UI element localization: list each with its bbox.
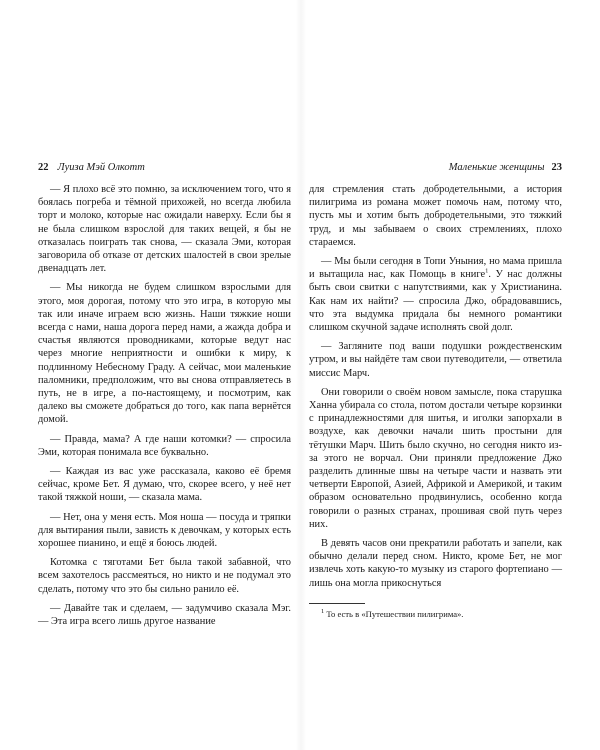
paragraph: Они говорили о своём новом замысле, пока старушка Ханна убирала со стола, потом достали четыре корзинки с принадлежностями для шитья, и иголки запорхали в воздухе, как девочки начали шить простыни для тётушки Марч. Шить было скучно, но сегодня никто из-за этого не ворчал. Они приняли предложение Джо разделить длинные швы на четыре части и назвать эти четверти Европой, Азией, Африкой и Америкой, и таким образом основательно продвинулись, особенно когда говорили о разных странах, прошивая свой путь через них. bbox=[309, 386, 562, 530]
paragraph: — Давайте так и сделаем, — задумчиво сказала Мэг. — Эта игра всего лишь другое название bbox=[38, 602, 291, 628]
paragraph: — Я плохо всё это помню, за исключением того, что я боялась погреба и тёмной прихожей, но всегда любила торт и молоко, которые нас ожидали наверху. Если бы я не была слишком взрослой для таких вещей, я бы не отказалась поиграть так снова, — сказала Эми, которая заговорила об отказе от детских шалостей в свои зрелые двенадцать лет. bbox=[38, 184, 291, 275]
right-page bbox=[309, 160, 562, 620]
left-page bbox=[38, 160, 291, 628]
left-page-text bbox=[38, 183, 291, 628]
left-running-title: Луиза Мэй Олкотт bbox=[57, 162, 145, 173]
right-page-number: 23 bbox=[551, 162, 562, 173]
paragraph: — Нет, она у меня есть. Моя ноша — посуда и тряпки для вытирания пыли, зависть к девочкам, у которых есть хорошее пианино, и ещё я боюсь людей. bbox=[38, 511, 291, 550]
footnote bbox=[309, 609, 562, 620]
paragraph: — Правда, мама? А где наши котомки? — спросила Эми, которая понимала все буквально. bbox=[38, 433, 291, 458]
paragraph bbox=[309, 255, 562, 334]
paragraph: Котомка с тяготами Бет была такой забавной, что всем захотелось рассмеяться, но никто и не подумал это сделать, потому что это бы сильно ранило её. bbox=[38, 557, 291, 595]
footnote-divider bbox=[309, 603, 365, 604]
right-running-head bbox=[309, 160, 562, 176]
paragraph-part: — Мы были сегодня в Топи Уныния, но мама пришла и вытащила нас, как Помощь в книге bbox=[309, 256, 562, 281]
paragraph: В девять часов они прекратили работать и запели, как обычно делали перед сном. Никто, кроме Бет, не мог извлечь хоть какую-то музыку из старого фортепиано — лишь она могла прикоснуться bbox=[309, 538, 562, 589]
paragraph: — Мы никогда не будем слишком взрослыми для этого, моя дорогая, потому что это игра, в которую мы так или иначе играем всю жизнь. Наши тяжкие ноши всегда с нами, наша дорога перед нами, а жажда добра и счастья являются проводниками, которые ведут нас через многие неприятности и ошибки к миру, к подлинному Небесному Граду. А сейчас, мои маленькие паломники, предположим, что вы снова отправляетесь в путь, не в игре, а по-настоящему, и посмотрим, как далеко вы сможете добраться до того, как папа вернётся домой. bbox=[38, 282, 291, 426]
footnote-marker: 1 bbox=[321, 608, 325, 616]
footnote-text: То есть в «Путешествии пилигрима». bbox=[324, 608, 464, 619]
book-gutter bbox=[296, 0, 306, 750]
left-running-head bbox=[38, 160, 291, 176]
footnote-reference: 1 bbox=[485, 267, 489, 275]
paragraph-part: . У нас должны быть свои свитки с напутствиями, как у Христианина. Как нам их найти? — спросила Джо, обрадовавшись, что эта выдумка придала бы немного романтики слишком скучной задаче исполнять свой долг. bbox=[309, 269, 562, 334]
paragraph: для стремления стать добродетельными, а история пилигрима из романа может помочь нам, потому что, пусть мы и хотим быть добродетельными, это тяжкий труд, и мы забываем о своих стремлениях, плохо стараемся. bbox=[309, 184, 562, 248]
left-page-number: 22 bbox=[38, 162, 49, 173]
right-page-text bbox=[309, 183, 562, 590]
right-running-title: Маленькие женщины bbox=[448, 162, 545, 173]
paragraph: — Каждая из вас уже рассказала, каково её бремя сейчас, кроме Бет. Я думаю, что, скорее всего, у неё нет такой тяжкой ноши, — сказала мама. bbox=[38, 466, 291, 504]
paragraph: — Загляните под ваши подушки рождественским утром, и вы найдёте там свои путеводители, — ответила миссис Марч. bbox=[309, 341, 562, 379]
